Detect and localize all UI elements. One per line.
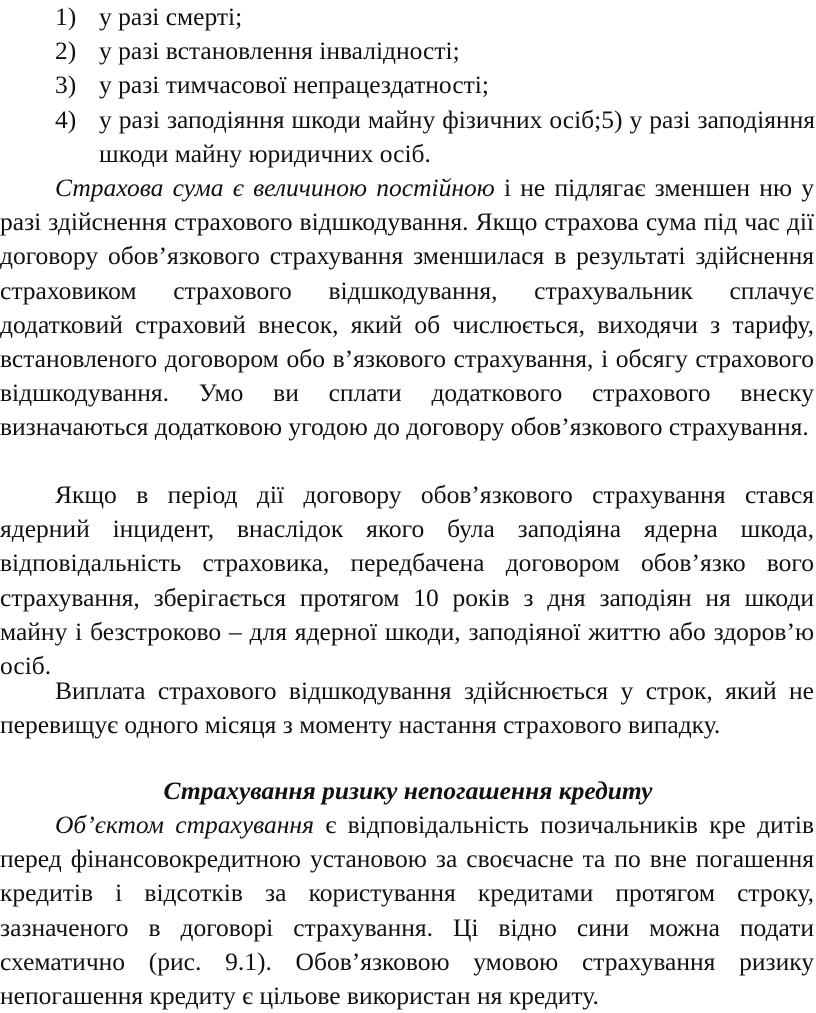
paragraph-object [0,808,814,1013]
list-item [55,68,815,102]
paragraph-text: Виплата страхового відшкодування здійснюється у строк, який не перевищує одного місяця з моменту настання страхового випадку. [0,676,814,740]
section-heading: Страхування ризику непогашення кредиту [163,776,653,805]
list-number: 2) [55,36,77,66]
list-number: 1) [55,2,77,31]
emphasis-object: Об’єктом страхування [55,810,314,839]
paragraph-text: Якщо в період дії договору обов’язкового страхування стався ядерний інцидент, внаслідок якого була заподіяна ядерна шкода, відповідальність страховика, передбачена договором обов’язко вого страхування, зберігається протягом 10 років з дня заподіян ня шкоди майну і безстроково – для ядерної шкоди, заподіяної життю або здоров’ю осіб. [0,480,814,681]
list-text: у разі смерті; [99,2,243,31]
emphasis-insured-sum: Страхова сума є величиною постійною [55,173,495,202]
list-text: у разі тимчасової непрацездатності; [99,70,489,100]
list-text: у разі заподіяння шкоди майну фізичних осіб;5) у разі заподіяння шкоди майну юридичних осіб. [99,104,815,168]
list-number: 3) [55,70,77,100]
paragraph-insured-sum [0,171,814,445]
paragraph-text: є відповідальність позичальників кре дитів перед фінансовокредитною установою за своєчасне та по вне погашення кредитів і відсотків за користування кредитами протягом строку, зазначеного в договорі страхування. Ці відно сини можна подати схематично (рис. 9.1). Обов’язковою умовою страхування ризику непогашення кредиту є цільове використан ня кредиту. [0,810,814,1011]
list-item [55,34,815,68]
list-text: у разі встановлення інвалідності; [99,36,460,66]
list-item [55,0,815,34]
list-number: 4) [55,104,77,134]
paragraph-payment-term [0,674,814,742]
list-item [55,103,815,171]
numbered-list [55,0,815,171]
paragraph-text: і не підлягає зменшен ню у разі здійснення страхового відшкодування. Якщо страхова сума під час дії договору обов’язкового страхування зменшилася в результаті здійснення страховиком страхового відшкодування, страхувальник сплачує додатковий страховий внесок, який об числюється, виходячи з тарифу, встановленого договором обо в’язкового страхування, і обсягу страхового відшкодування. Умо ви сплати додаткового страхового внеску визначаються додатковою угодою до договору обов’язкового страхування. [0,173,814,442]
paragraph-nuclear-incident [0,478,814,683]
